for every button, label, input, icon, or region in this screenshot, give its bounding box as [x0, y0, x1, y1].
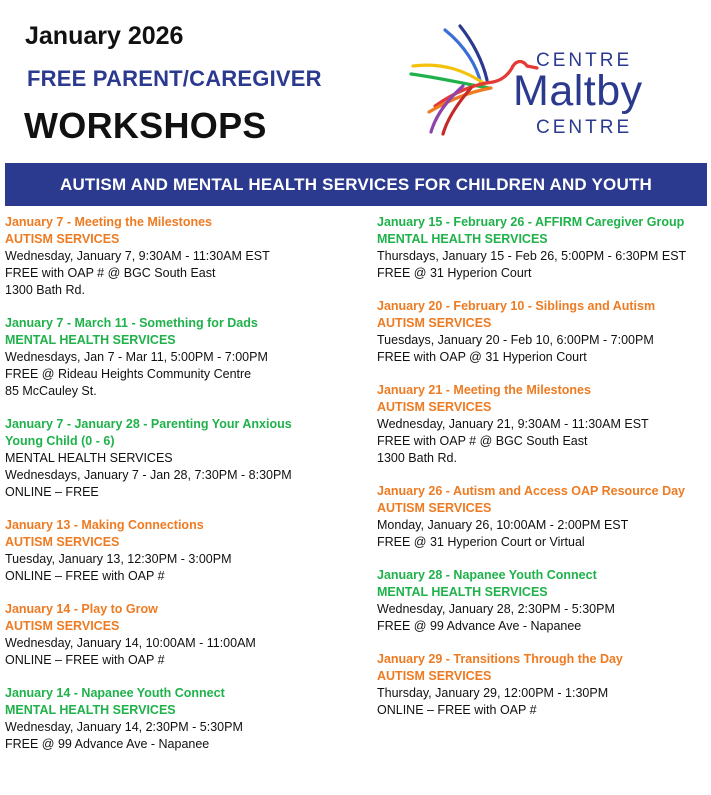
event-category: MENTAL HEALTH SERVICES — [5, 703, 176, 717]
event-detail-line: 1300 Bath Rd. — [377, 451, 457, 465]
event-category: AUTISM SERVICES — [377, 316, 492, 330]
event-title: January 7 - January 28 - Parenting Your Anxious Young Child (0 - 6) — [5, 417, 292, 448]
event-title: January 14 - Play to Grow — [5, 602, 158, 616]
event-title: January 7 - March 11 - Something for Dads — [5, 316, 258, 330]
header — [0, 0, 711, 160]
event-title: January 15 - February 26 - AFFIRM Caregiver Group — [377, 215, 685, 229]
event-category: AUTISM SERVICES — [377, 669, 492, 683]
event-title: January 7 - Meeting the Milestones — [5, 215, 212, 229]
event-item — [377, 651, 707, 719]
event-detail-line: FREE with OAP # @ BGC South East — [377, 434, 588, 448]
event-detail-line: Wednesday, January 21, 9:30AM - 11:30AM EST — [377, 417, 649, 431]
logo-centre-top: CENTRE — [536, 50, 633, 71]
event-title: January 20 - February 10 - Siblings and Autism — [377, 299, 656, 313]
event-title: January 28 - Napanee Youth Connect — [377, 568, 597, 582]
event-category: AUTISM SERVICES — [5, 619, 120, 633]
event-item — [5, 416, 365, 501]
page-title: WORKSHOPS — [24, 105, 267, 146]
event-category: MENTAL HEALTH SERVICES — [5, 451, 173, 465]
month-title: January 2026 — [25, 22, 184, 50]
event-detail-line: ONLINE – FREE with OAP # — [5, 569, 165, 583]
services-banner — [5, 163, 707, 206]
event-title: January 21 - Meeting the Milestones — [377, 383, 591, 397]
event-category: MENTAL HEALTH SERVICES — [5, 333, 176, 347]
event-detail-line: Tuesday, January 13, 12:30PM - 3:00PM — [5, 552, 232, 566]
event-item — [5, 685, 365, 753]
event-detail-line: Wednesdays, January 7 - Jan 28, 7:30PM - 8:30PM — [5, 468, 292, 482]
logo-centre-bottom: CENTRE — [536, 117, 633, 138]
event-detail-line: 85 McCauley St. — [5, 384, 97, 398]
event-detail-line: Wednesday, January 28, 2:30PM - 5:30PM — [377, 602, 615, 616]
event-detail-line: Thursdays, January 15 - Feb 26, 5:00PM - 6:30PM EST — [377, 249, 687, 263]
event-detail-line: FREE @ 31 Hyperion Court or Virtual — [377, 535, 585, 549]
event-detail-line: Wednesdays, Jan 7 - Mar 11, 5:00PM - 7:00PM — [5, 350, 268, 364]
event-detail-line: Wednesday, January 14, 10:00AM - 11:00AM — [5, 636, 256, 650]
event-detail-line: ONLINE – FREE — [5, 485, 99, 499]
event-item — [5, 517, 365, 585]
event-title: January 26 - Autism and Access OAP Resource Day — [377, 484, 686, 498]
event-category: MENTAL HEALTH SERVICES — [377, 585, 548, 599]
event-detail-line: 1300 Bath Rd. — [5, 283, 85, 297]
logo-name: Maltby — [513, 67, 643, 115]
event-detail-line: Monday, January 26, 10:00AM - 2:00PM EST — [377, 518, 629, 532]
event-detail-line: Wednesday, January 14, 2:30PM - 5:30PM — [5, 720, 243, 734]
event-detail-line: FREE @ 31 Hyperion Court — [377, 266, 532, 280]
banner-text: AUTISM AND MENTAL HEALTH SERVICES FOR CHILDREN AND YOUTH — [59, 174, 653, 194]
subtitle: FREE PARENT/CAREGIVER — [27, 66, 322, 91]
event-title: January 29 - Transitions Through the Day — [377, 652, 623, 666]
event-detail-line: ONLINE – FREE with OAP # — [377, 703, 537, 717]
event-detail-line: FREE @ Rideau Heights Community Centre — [5, 367, 252, 381]
event-item — [5, 601, 365, 669]
event-detail-line: FREE with OAP # @ BGC South East — [5, 266, 216, 280]
event-detail-line: Thursday, January 29, 12:00PM - 1:30PM — [377, 686, 609, 700]
event-title: January 13 - Making Connections — [5, 518, 204, 532]
event-detail-line: Tuesdays, January 20 - Feb 10, 6:00PM - 7:00PM — [377, 333, 654, 347]
event-category: AUTISM SERVICES — [377, 400, 492, 414]
event-detail-line: FREE with OAP @ 31 Hyperion Court — [377, 350, 587, 364]
event-detail-line: FREE @ 99 Advance Ave - Napanee — [5, 737, 210, 751]
right-event-column — [377, 214, 707, 735]
event-detail-line: Wednesday, January 7, 9:30AM - 11:30AM EST — [5, 249, 270, 263]
event-category: AUTISM SERVICES — [377, 501, 492, 515]
event-item — [377, 298, 707, 366]
event-detail-line: ONLINE – FREE with OAP # — [5, 653, 165, 667]
event-item — [5, 315, 365, 400]
event-item — [5, 214, 365, 299]
event-item — [377, 483, 707, 551]
left-event-column — [5, 214, 365, 769]
event-item — [377, 567, 707, 635]
event-detail-line: FREE @ 99 Advance Ave - Napanee — [377, 619, 582, 633]
event-category: MENTAL HEALTH SERVICES — [377, 232, 548, 246]
event-item — [377, 214, 707, 282]
event-item — [377, 382, 707, 467]
event-category: AUTISM SERVICES — [5, 535, 120, 549]
event-category: AUTISM SERVICES — [5, 232, 120, 246]
event-title: January 14 - Napanee Youth Connect — [5, 686, 225, 700]
